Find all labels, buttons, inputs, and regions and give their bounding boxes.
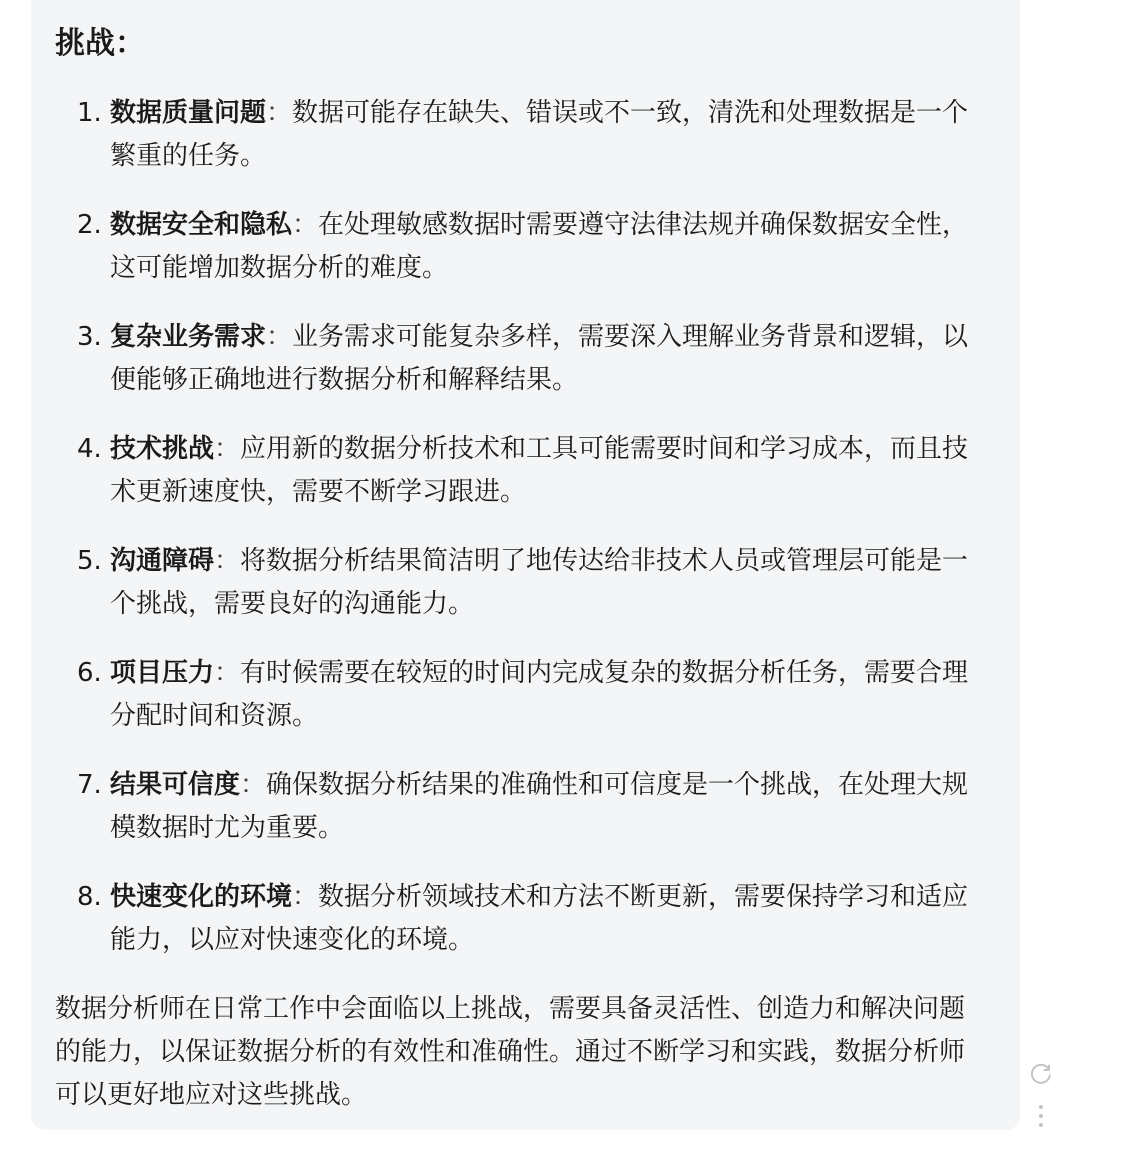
list-item-term: 技术挑战 xyxy=(110,434,215,464)
list-item-text: 在处理敏感数据时需要遵守法律法规并确保数据安全性，这可能增加数据分析的难度。 xyxy=(110,210,969,283)
challenges-list xyxy=(0,92,1000,988)
summary-paragraph: 数据分析师在日常工作中会面临以上挑战，需要具备灵活性、创造力和解决问题的能力，以保证数据分析的有效性和准确性。通过不断学习和实践，数据分析师可以更好地应对这些挑战。 xyxy=(55,994,966,1110)
list-item-separator: ： xyxy=(292,210,319,240)
list-item-content xyxy=(110,428,990,514)
list-item-text: 业务需求可能复杂多样，需要深入理解业务背景和逻辑，以便能够正确地进行数据分析和解释结果。 xyxy=(110,322,969,395)
list-item xyxy=(0,764,1000,876)
list-item xyxy=(0,876,1000,988)
list-item xyxy=(0,652,1000,764)
list-item-term: 结果可信度 xyxy=(110,770,241,800)
list-item-term: 复杂业务需求 xyxy=(110,322,267,352)
list-item-content xyxy=(110,764,990,850)
list-item-number: 4. xyxy=(77,434,102,464)
list-item-text: 应用新的数据分析技术和工具可能需要时间和学习成本，而且技术更新速度快，需要不断学习跟进。 xyxy=(110,434,969,507)
list-item xyxy=(0,540,1000,652)
list-item-content xyxy=(110,92,990,178)
list-item-separator: ： xyxy=(266,98,293,128)
list-item xyxy=(0,92,1000,204)
list-item-separator: ： xyxy=(214,546,241,576)
list-item-number: 7. xyxy=(77,770,102,800)
section-heading: 挑战： xyxy=(55,26,145,61)
list-item-separator: ： xyxy=(292,882,319,912)
list-item xyxy=(0,204,1000,316)
list-item-text: 有时候需要在较短的时间内完成复杂的数据分析任务，需要合理分配时间和资源。 xyxy=(110,658,969,731)
more-vertical-icon[interactable] xyxy=(1033,1100,1049,1134)
list-item-separator: ： xyxy=(240,770,267,800)
list-item-term: 数据安全和隐私 xyxy=(110,210,293,240)
list-item-term: 项目压力 xyxy=(110,658,215,688)
list-item-number: 3. xyxy=(77,322,102,352)
list-item xyxy=(0,428,1000,540)
list-item-number: 1. xyxy=(77,98,102,128)
list-item-text: 将数据分析结果简洁明了地传达给非技术人员或管理层可能是一个挑战，需要良好的沟通能力。 xyxy=(110,546,969,619)
list-item-text: 数据可能存在缺失、错误或不一致，清洗和处理数据是一个繁重的任务。 xyxy=(110,98,969,171)
list-item-number: 2. xyxy=(77,210,102,240)
list-item-separator: ： xyxy=(214,434,241,464)
list-item-separator: ： xyxy=(214,658,241,688)
refresh-icon[interactable] xyxy=(1028,1060,1054,1086)
list-item-content xyxy=(110,204,990,290)
list-item-term: 数据质量问题 xyxy=(110,98,267,128)
list-item-content xyxy=(110,876,990,962)
list-item-content xyxy=(110,540,990,626)
list-item-separator: ： xyxy=(266,322,293,352)
list-item-number: 8. xyxy=(77,882,102,912)
list-item-term: 沟通障碍 xyxy=(110,546,215,576)
list-item-content xyxy=(110,652,990,738)
list-item-text: 确保数据分析结果的准确性和可信度是一个挑战，在处理大规模数据时尤为重要。 xyxy=(110,770,969,843)
list-item-term: 快速变化的环境 xyxy=(110,882,293,912)
list-item-text: 数据分析领域技术和方法不断更新，需要保持学习和适应能力，以应对快速变化的环境。 xyxy=(110,882,969,955)
list-item-number: 5. xyxy=(77,546,102,576)
list-item xyxy=(0,316,1000,428)
list-item-number: 6. xyxy=(77,658,102,688)
list-item-content xyxy=(110,316,990,402)
